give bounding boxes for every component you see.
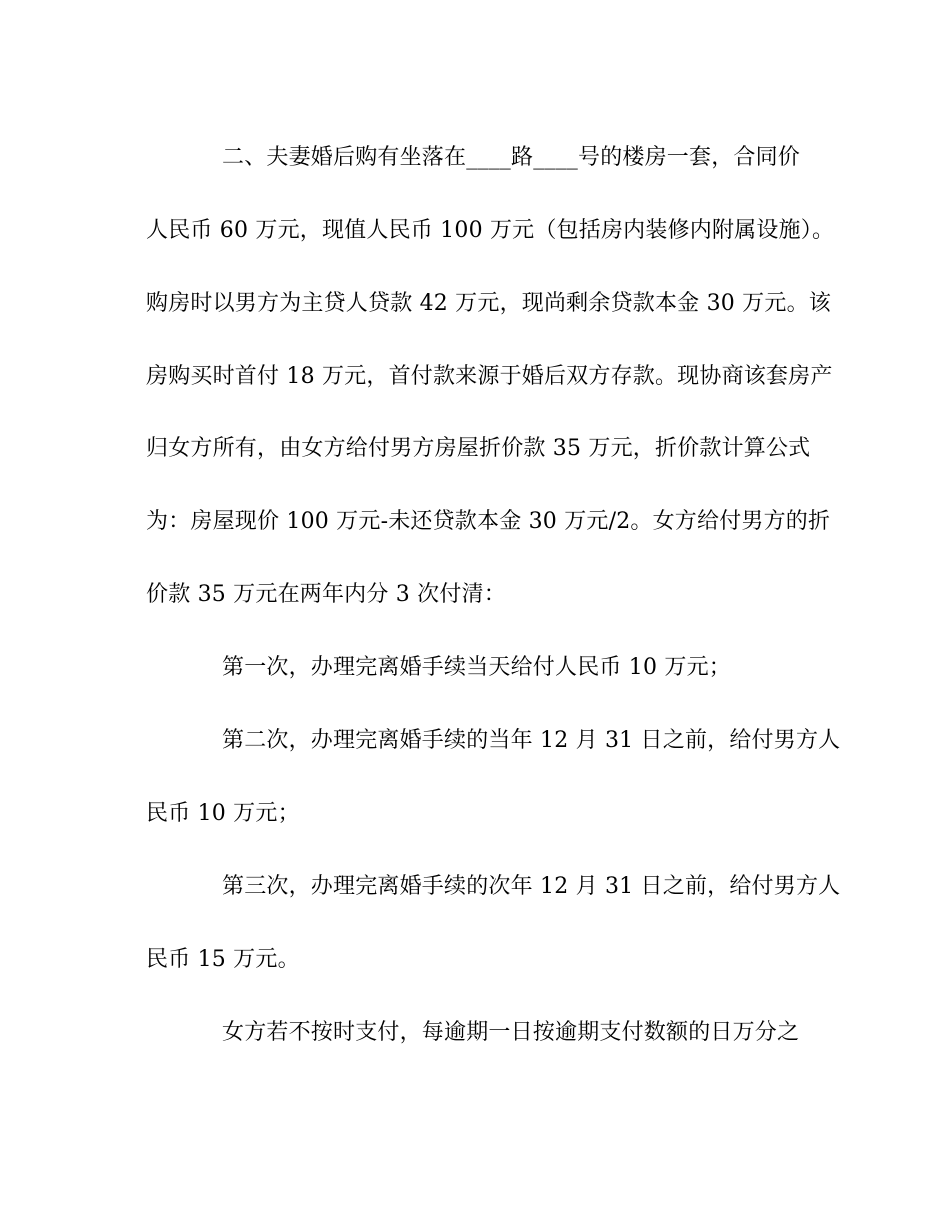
paragraph-line-7: 价款 35 万元在两年内分 3 次付清： <box>146 582 506 607</box>
payment-third-line-1: 第三次，办理完离婚手续的次年 12 月 31 日之前，给付男方人 <box>222 874 841 899</box>
paragraph-line-6: 为：房屋现价 100 万元-未还贷款本金 30 万元/2。女方给付男方的折 <box>146 509 831 534</box>
paragraph-line-5: 归女方所有，由女方给付男方房屋折价款 35 万元，折价款计算公式 <box>146 436 811 461</box>
payment-first-line: 第一次，办理完离婚手续当天给付人民币 10 万元； <box>222 655 731 680</box>
paragraph-line-1: 二、夫妻婚后购有坐落在____路____号的楼房一套，合同价 <box>222 145 801 170</box>
paragraph-line-4: 房购买时首付 18 万元，首付款来源于婚后双方存款。现协商该套房产 <box>146 364 833 389</box>
penalty-line: 女方若不按时支付，每逾期一日按逾期支付数额的日万分之 <box>222 1020 800 1045</box>
paragraph-line-3: 购房时以男方为主贷人贷款 42 万元，现尚剩余贷款本金 30 万元。该 <box>146 291 831 316</box>
payment-second-line-1: 第二次，办理完离婚手续的当年 12 月 31 日之前，给付男方人 <box>222 728 841 753</box>
paragraph-line-2: 人民币 60 万元，现值人民币 100 万元（包括房内装修内附属设施）。 <box>146 218 835 243</box>
payment-third-line-2: 民币 15 万元。 <box>146 947 300 972</box>
payment-second-line-2: 民币 10 万元； <box>146 801 300 826</box>
